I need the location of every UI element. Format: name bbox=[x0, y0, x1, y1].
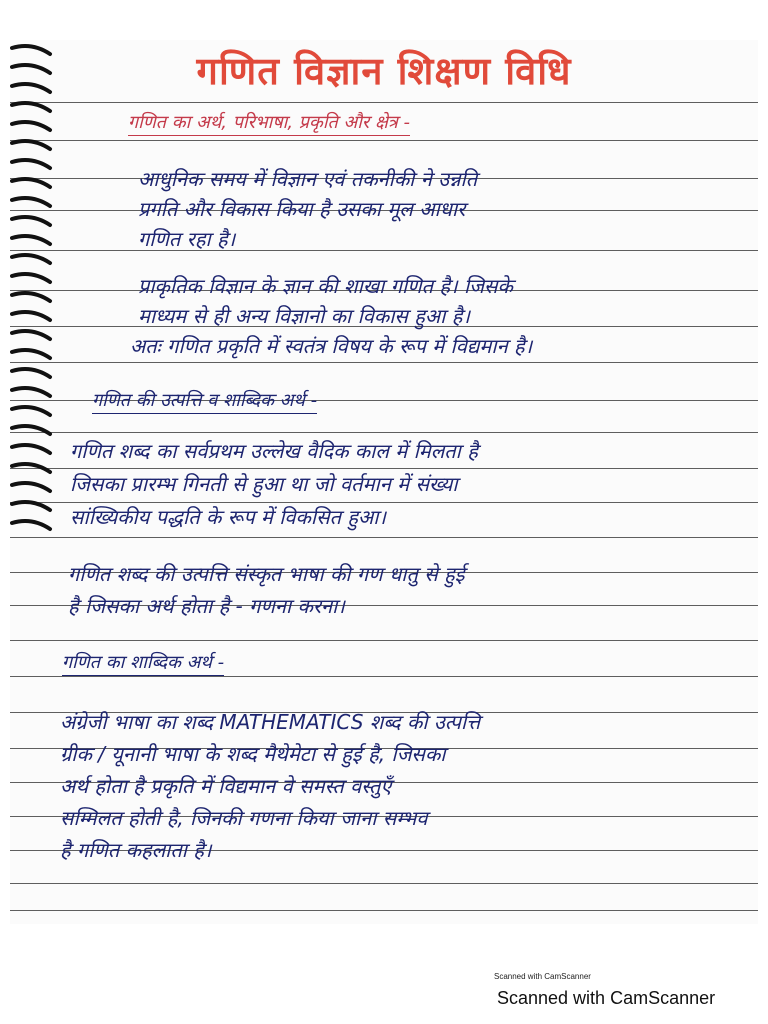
text-line: सम्मिलत होती है, जिनकी गणना किया जाना सम्भव bbox=[60, 806, 428, 830]
ruled-line bbox=[10, 883, 758, 884]
page-title: गणित विज्ञान शिक्षण विधि bbox=[196, 49, 572, 93]
section-heading-literal: गणित का शाब्दिक अर्थ - bbox=[62, 650, 224, 676]
spiral-ring bbox=[12, 426, 50, 434]
text-line: अर्थ होता है प्रकृति में विद्यमान वे समस्त वस्तुएँ bbox=[60, 774, 392, 798]
text-line: प्राकृतिक विज्ञान के ज्ञान की शाखा गणित है। जिसके bbox=[138, 274, 513, 298]
text-line: आधुनिक समय में विज्ञान एवं तकनीकी ने उन्नति bbox=[138, 167, 478, 191]
spiral-ring bbox=[12, 274, 50, 282]
text-line: जिसका प्रारम्भ गिनती से हुआ था जो वर्तमान में संख्या bbox=[70, 472, 458, 496]
spiral-ring bbox=[12, 293, 50, 301]
spiral-ring bbox=[12, 198, 50, 206]
spiral-ring bbox=[12, 331, 50, 339]
spiral-ring bbox=[12, 483, 50, 491]
spiral-ring bbox=[12, 350, 50, 358]
spiral-ring bbox=[12, 521, 50, 529]
spiral-ring bbox=[12, 255, 50, 263]
camscanner-watermark: Scanned with CamScanner bbox=[497, 988, 716, 1008]
ruled-line bbox=[10, 432, 758, 433]
notebook-paper bbox=[10, 40, 758, 924]
ruled-line bbox=[10, 640, 758, 641]
text-line: है जिसका अर्थ होता है - गणना करना। bbox=[68, 594, 345, 618]
spiral-ring bbox=[12, 103, 50, 111]
spiral-binding bbox=[10, 40, 60, 924]
text-line: माध्यम से ही अन्य विज्ञानो का विकास हुआ है। bbox=[138, 304, 470, 328]
spiral-ring bbox=[12, 122, 50, 130]
section-heading-meaning: गणित का अर्थ, परिभाषा, प्रकृति और क्षेत्र - bbox=[128, 110, 410, 136]
spiral-ring bbox=[12, 312, 50, 320]
spiral-ring bbox=[12, 236, 50, 244]
ruled-line bbox=[10, 910, 758, 911]
spiral-ring bbox=[12, 464, 50, 472]
spiral-ring bbox=[12, 369, 50, 377]
ruled-line bbox=[10, 140, 758, 141]
spiral-ring bbox=[12, 179, 50, 187]
spiral-ring bbox=[12, 502, 50, 510]
ruled-line bbox=[10, 102, 758, 103]
text-line: गणित शब्द का सर्वप्रथम उल्लेख वैदिक काल में मिलता है bbox=[70, 439, 478, 463]
ruled-line bbox=[10, 537, 758, 538]
ruled-line bbox=[10, 468, 758, 469]
ruled-line bbox=[10, 362, 758, 363]
ruled-line bbox=[10, 250, 758, 251]
text-line: है गणित कहलाता है। bbox=[60, 838, 212, 862]
text-line: अतः गणित प्रकृति में स्वतंत्र विषय के रूप में विद्यमान है। bbox=[130, 334, 533, 358]
spiral-ring bbox=[12, 217, 50, 225]
camscanner-watermark-small: Scanned with CamScanner bbox=[494, 972, 591, 981]
text-line: गणित रहा है। bbox=[138, 227, 236, 251]
spiral-ring bbox=[12, 388, 50, 396]
text-line: प्रगति और विकास किया है उसका मूल आधार bbox=[138, 197, 466, 221]
spiral-ring bbox=[12, 445, 50, 453]
spiral-ring bbox=[12, 160, 50, 168]
ruled-line bbox=[10, 676, 758, 677]
text-line: ग्रीक / यूनानी भाषा के शब्द मैथेमेटा से हुई है, जिसका bbox=[60, 742, 446, 766]
section-heading-origin: गणित की उत्पत्ति व शाब्दिक अर्थ - bbox=[92, 388, 317, 414]
text-line: अंग्रेजी भाषा का शब्द MATHEMATICS शब्द की उत्पत्ति bbox=[60, 710, 481, 734]
spiral-ring bbox=[12, 407, 50, 415]
spiral-ring bbox=[12, 141, 50, 149]
text-line: सांख्यिकीय पद्धति के रूप में विकसित हुआ। bbox=[70, 505, 387, 529]
text-line: गणित शब्द की उत्पत्ति संस्कृत भाषा की गण धातु से हुई bbox=[68, 562, 465, 586]
